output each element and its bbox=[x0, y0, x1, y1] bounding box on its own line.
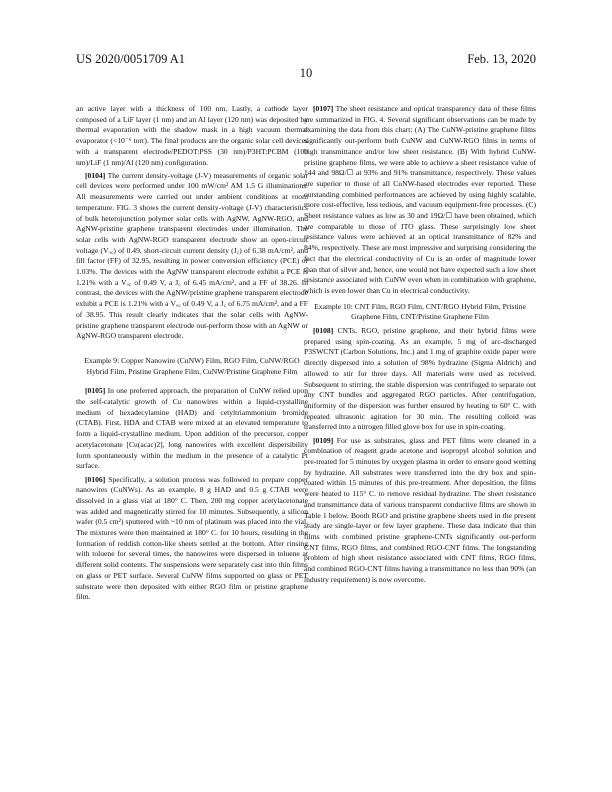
paragraph-text: Specifically, a solution process was followed to prepare copper nanowires (CuNWs). As an example, 8 g HAD and 0.5 g CTAB were dissolved in a glass vial at 180° C. Then, 200 mg copper acetylacetonate was added and magnetically stirred for 10 minutes. Subsequently, a silicon wafer (0.5 cm²) sputtered with ~10 nm of platinum was placed into the vial. The mixtures were then maintained at 180° C. for 10 hours, resulting in the formation of reddish cotton-like sheets settled at the bottom. After rinsing with toluene for several times, the nanowires were dispersed in toluene at different solid contents. The suspensions were separately cast into thin films on glass or PET surface. Several CuNW films supported on glass or PET substrate were then deposited with either RGO film or pristine graphene film. bbox=[76, 474, 309, 602]
paragraph-number: [0109] bbox=[313, 435, 334, 445]
paragraph-0108 bbox=[304, 326, 536, 433]
right-column bbox=[304, 104, 536, 588]
paragraph-0106 bbox=[76, 475, 308, 603]
paragraph-text: For use as substrates, glass and PET films were cleaned in a combination of reagent grade acetone and isopropyl alcohol solution and pre-treated for 5 minutes by oxygen plasma in order to ensure good wetting by hydrazine. All substrates were transferred into the dry box and spin-coated within 15 minutes of this pre-treatment. After deposition, the films were heated to 115° C. to remove residual hydrazine. The sheet resistance and transmittance data of various transparent conductive films are shown in Table 1 below. Booth RGO and pristine graphene sheets used in the present study are single-layer or few layer graphene. These data indicate that thin films with combined pristine graphene-CNTs significantly out-perform CNT films, RGO films, and combined RGO-CNT films. The longstanding problem of high sheet resistance associated with CNT films, RGO films, and combined RGO-CNT films having a transmittance no less than 90% (an industry requirement) is now overcome. bbox=[304, 435, 536, 584]
example-9-heading: Example 9: Copper Nanowire (CuNW) Film, RGO Film, CuNW/RGO Hybrid Film, Pristine Graphene Film, CuNW/Pristine Graphene Film bbox=[84, 355, 300, 376]
page-number: 10 bbox=[299, 66, 313, 80]
patent-number: US 2020/0051709 A1 bbox=[76, 52, 186, 66]
paragraph-0104 bbox=[76, 171, 308, 342]
paragraph-number: [0108] bbox=[313, 326, 334, 336]
paragraph-text: The current density-voltage (J-V) measurements of organic solar cell devices were performed under 100 mW/cm² AM 1.5 G illuminations. All measurements were carried out under ambient conditions at room temperature. FIG. 3 shows the current density-voltage (J-V) characteristics of bulk heterojunction polymer solar cells with AgNW, AgNW-RGO, and AgNW-pristine graphene transparent electrodes under illumination. The solar cells with AgNW-RGO transparent electrode show an open-circuit voltage (Vₒ꜀) of 0.49, short-circuit current density (J꜀) of 6.38 mA/cm², and fill factor (FF) of 32.95, resulting in power conversion efficiency (PCE) of 1.03%. The devices with the AgNW transparent electrode exhibit a PCE is 1.21% with a Vₒ꜀ of 0.49 V, a J꜀ of 6.45 mA/cm², and a FF of 38.26. In contrast, the devices with the AgNW/pristine graphene transparent electrode exhibit a PCE is 1.21% with a Vₒ꜀ of 0.49 V, a J꜀ of 6.75 mA/cm², and a FF of 38.95. This result clearly indicates that the solar cells with AgNW-pristine graphene transparent electrode out-perform those with an AgNW or AgNW-RGO transparent electrode. bbox=[76, 170, 308, 341]
paragraph-0109 bbox=[304, 436, 536, 586]
paragraph-0107 bbox=[304, 104, 536, 297]
example-10-heading: Example 10: CNT Film, RGO Film, CNT/RGO Hybrid Film, Pristine Graphene Film, CNT/Pristine Graphene Film bbox=[314, 301, 526, 322]
paragraph-number: [0104] bbox=[85, 170, 106, 180]
paragraph-0105 bbox=[76, 386, 308, 472]
paragraph-number: [0107] bbox=[313, 104, 334, 113]
paragraph-intro: an active layer with a thickness of 100 nm. Lastly, a cathode layer composed of a LiF layer (1 nm) and an Al layer (120 nm) was deposited by thermal evaporation with the shadow mask in a high vacuum thermal evaporator (<10⁻⁶ torr). The final products are the organic solar cell devices with a transparent electrode/PEDOT:PSS (30 nm)/P3HT:PCBM (100 nm)/LiF (1 nm)/Al (120 nm) configuration. bbox=[76, 104, 308, 167]
left-column bbox=[76, 104, 308, 605]
paragraph-number: [0106] bbox=[85, 474, 106, 484]
publication-date: Feb. 13, 2020 bbox=[467, 52, 536, 66]
paragraph-text: CNTs, RGO, pristine graphene, and their hybrid films were prepared using spin-coating. As an example, 5 mg of arc-discharged P3SWCNT (Carbon Solutions, Inc.) and 1 mg of graphite oxide paper were directly dispersed into a solution of 98% hydrazine (Sigma Aldrich) and allowed to stir for three days. All materials were used as received. Subsequent to stirring, the stable dispersion was centrifuged to separate out any CNT bundles and aggregated RGO particles. After centrifugation, uniformity of the dispersion was further ensured by heating to 60° C. with repeated ultrasonic agitation for 30 min. The resulting colloid was transferred into a nitrogen filled glove box for use in spin-coating. bbox=[304, 326, 537, 432]
paragraph-text: The sheet resistance and optical transparency data of these films are summarized in FIG. 4. Several significant observations can be made by examining the data from this chart: (A) The CuNW-pristine graphene films significantly out-perform both CuNW and CuNW-RGO films in terms of high transmittance and/or low sheet resistance. (B) With hybrid CuNW-pristine graphene films, we were able to achieve a sheet resistance value of 144 and 98Ω/☐ at 93% and 91% transmittance, respectively. These values are superior to those of all CuNW-based electrodes ever reported. These outstanding combined performances are achieved by using highly scalable, more cost-effective, less tedious, and vacuum equipment-free processes. (C) Sheet resistance values as low as 30 and 19Ω/☐ have been obtained, which are comparable to those of ITO glass. These surprisingly low sheet resistance values were achieved at an optical transmittance of 82% and 84%, respectively. These are most impressive and surprising considering the fact that the electrical conductivity of Cu is an order of magnitude lower than that of silver and, hence, one would not have expected such a low sheet resistance associated with CuNW even when in combination with graphene, which is even lower than Cu in electrical conductivity. bbox=[304, 104, 536, 295]
paragraph-number: [0105] bbox=[85, 386, 106, 396]
paragraph-text: In one preferred approach, the preparation of CuNW relied upon the self-catalytic growth of Cu nanowires within a liquid-crystalline medium of hexadecylamine (HAD) and cetyltriammonium bromide (CTAB). First, HDA and CTAB were mixed at an elevated temperature to form a liquid-crystalline medium. Upon addition of the precursor, copper acetylacetonate [Cu(acac)2], long nanowires with excellent dispersibility form spontaneously within the medium in the presence of a catalytic Pt surface. bbox=[76, 386, 308, 471]
